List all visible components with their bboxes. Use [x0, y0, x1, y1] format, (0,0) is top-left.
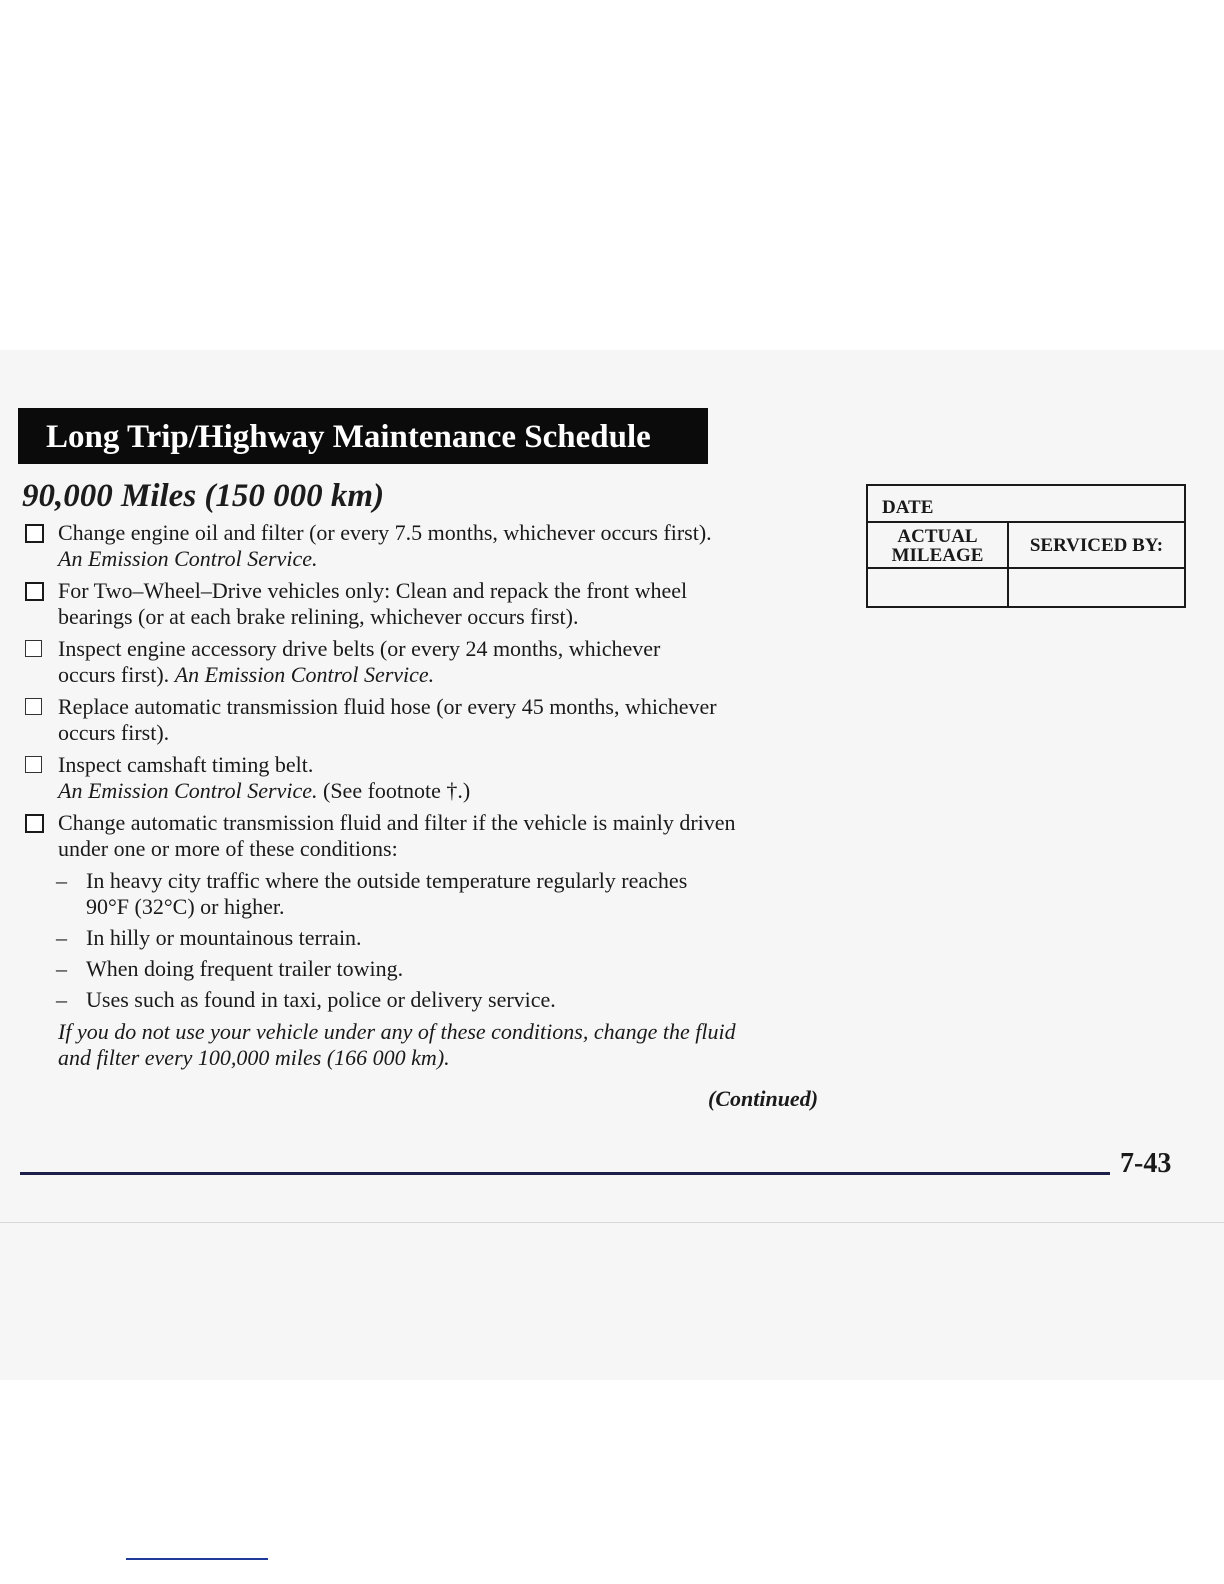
- checklist-item-oil: [22, 520, 822, 572]
- continued-label: (Continued): [708, 1086, 819, 1111]
- item-text: occurs first).: [58, 662, 170, 687]
- checkbox-icon[interactable]: [25, 814, 44, 833]
- footnote-ref: (See footnote †.): [323, 778, 471, 803]
- item-text: For Two–Wheel–Drive vehicles only: Clean and repack the front wheel: [58, 578, 688, 603]
- item-text: occurs first).: [58, 720, 170, 745]
- item-text: Change automatic transmission fluid and filter if the vehicle is mainly driven: [58, 810, 736, 835]
- checkbox-icon[interactable]: [25, 640, 42, 657]
- section-title: 90,000 Miles (150 000 km): [22, 478, 385, 514]
- link-underline: [126, 1558, 268, 1560]
- checkbox-icon[interactable]: [25, 698, 42, 715]
- item-text-tail: [58, 662, 822, 688]
- dash-bullet: –: [56, 956, 67, 981]
- maintenance-checklist: [22, 520, 822, 1071]
- dash-bullet: –: [56, 987, 67, 1012]
- footer-rule: [20, 1172, 1110, 1175]
- dash-bullet: –: [56, 868, 67, 893]
- page-edge-divider: [0, 1222, 1224, 1223]
- emission-note: An Emission Control Service.: [58, 546, 318, 571]
- condition-text: 90°F (32°C) or higher.: [86, 894, 285, 919]
- checkbox-icon[interactable]: [25, 582, 44, 601]
- condition-item: [22, 956, 822, 982]
- condition-item: [22, 925, 822, 951]
- dash-bullet: –: [56, 925, 67, 950]
- condition-text: When doing frequent trailer towing.: [86, 956, 404, 981]
- checklist-item-wheel-bearings: [22, 578, 822, 630]
- date-field[interactable]: DATE: [868, 486, 1184, 523]
- actual-mileage-label: [868, 523, 1009, 569]
- condition-text: In hilly or mountainous terrain.: [86, 925, 362, 950]
- checklist-item-timing-belt: [22, 752, 822, 804]
- note-text: If you do not use your vehicle under any of these conditions, change the fluid: [58, 1019, 736, 1044]
- item-text: Change engine oil and filter (or every 7.5 months, whichever occurs first).: [58, 520, 712, 545]
- item-text: bearings (or at each brake relining, whichever occurs first).: [58, 604, 579, 629]
- mileage-entry-field[interactable]: [868, 569, 1009, 606]
- item-text: Replace automatic transmission fluid hose (or every 45 months, whichever: [58, 694, 717, 719]
- service-record-box: [866, 484, 1186, 608]
- checkbox-icon[interactable]: [25, 756, 42, 773]
- item-text: Inspect engine accessory drive belts (or every 24 months, whichever: [58, 636, 661, 661]
- conditions-list: [22, 868, 822, 1013]
- checklist-item-transmission-fluid: [22, 810, 822, 862]
- serviced-by-label: SERVICED BY:: [1009, 523, 1184, 569]
- mileage-label-line: MILEAGE: [891, 545, 984, 566]
- checklist-item-fluid-hose: [22, 694, 822, 746]
- manual-page: [0, 350, 1224, 1380]
- page-number: 7-43: [1120, 1148, 1172, 1179]
- serviced-by-entry-field[interactable]: [1009, 569, 1184, 606]
- checklist-item-drive-belts: [22, 636, 822, 688]
- schedule-banner: Long Trip/Highway Maintenance Schedule: [18, 408, 708, 464]
- fluid-note: [22, 1019, 822, 1071]
- condition-text: In heavy city traffic where the outside temperature regularly reaches: [86, 868, 688, 893]
- emission-note: An Emission Control Service.: [58, 778, 318, 803]
- item-text: under one or more of these conditions:: [58, 836, 398, 861]
- condition-item: [22, 868, 822, 920]
- note-text: and filter every 100,000 miles (166 000 km).: [58, 1045, 450, 1070]
- item-text-tail: [58, 778, 822, 804]
- condition-text: Uses such as found in taxi, police or delivery service.: [86, 987, 556, 1012]
- mileage-label-line: ACTUAL: [897, 526, 978, 547]
- checkbox-icon[interactable]: [25, 524, 44, 543]
- condition-item: [22, 987, 822, 1013]
- emission-note: An Emission Control Service.: [174, 662, 435, 687]
- item-text: Inspect camshaft timing belt.: [58, 752, 314, 777]
